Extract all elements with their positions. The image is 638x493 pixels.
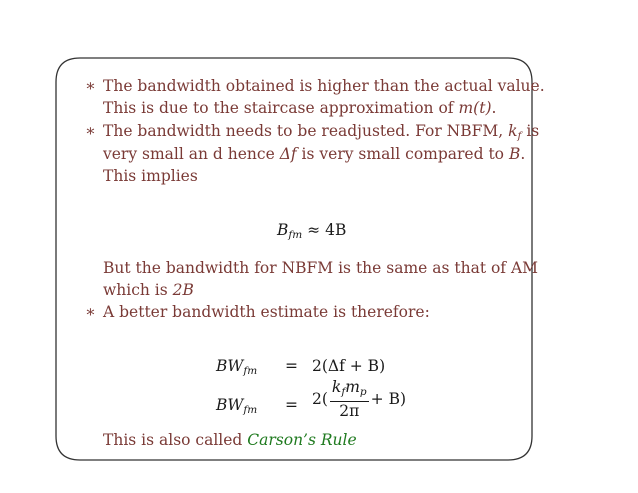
equation-bw-rhs-1: 2(Δf + B) bbox=[312, 357, 386, 375]
equation-bw-lhs-2: $BW_{fm}$ bbox=[216, 396, 258, 416]
bullet3-line1: A better bandwidth estimate is therefore: bbox=[103, 303, 430, 321]
bullet-marker: ∗ bbox=[85, 76, 96, 95]
bullet2-line2: very small an d hence Δf is very small compared to B. bbox=[103, 145, 526, 163]
bullet1-line2: This is due to the staircase approximation of m(t). bbox=[103, 99, 497, 117]
fraction: $\frac{k_fm_p}{2\pi}$ bbox=[331, 378, 367, 420]
equation-bw-rel-1: = bbox=[285, 357, 298, 375]
equation-bw-rhs-2: 2( $\frac{k_fm_p}{2\pi}$ + B) bbox=[312, 378, 407, 420]
paragraph-line2: which is 2B bbox=[103, 281, 194, 299]
bullet2-line1: The bandwidth needs to be readjusted. For NBFM, $k_f$ is bbox=[103, 122, 540, 142]
bullet-marker: ∗ bbox=[85, 302, 96, 321]
carsons-rule-term: Carson’s Rule bbox=[247, 431, 357, 449]
bullet-marker: ∗ bbox=[85, 121, 96, 140]
equation-bw-rel-2: = bbox=[285, 396, 298, 414]
paragraph-line1: But the bandwidth for NBFM is the same as that of AM bbox=[103, 259, 539, 277]
bullet2-line3: This implies bbox=[103, 167, 198, 185]
bullet1-line1: The bandwidth obtained is higher than the actual value. bbox=[103, 77, 545, 95]
carsons-rule-line: This is also called Carson’s Rule bbox=[103, 431, 357, 449]
equation-bw-lhs-1: $BW_{fm}$ bbox=[216, 357, 258, 377]
equation-bfm-approx: $B_{fm} \approx 4B$ bbox=[277, 221, 347, 241]
